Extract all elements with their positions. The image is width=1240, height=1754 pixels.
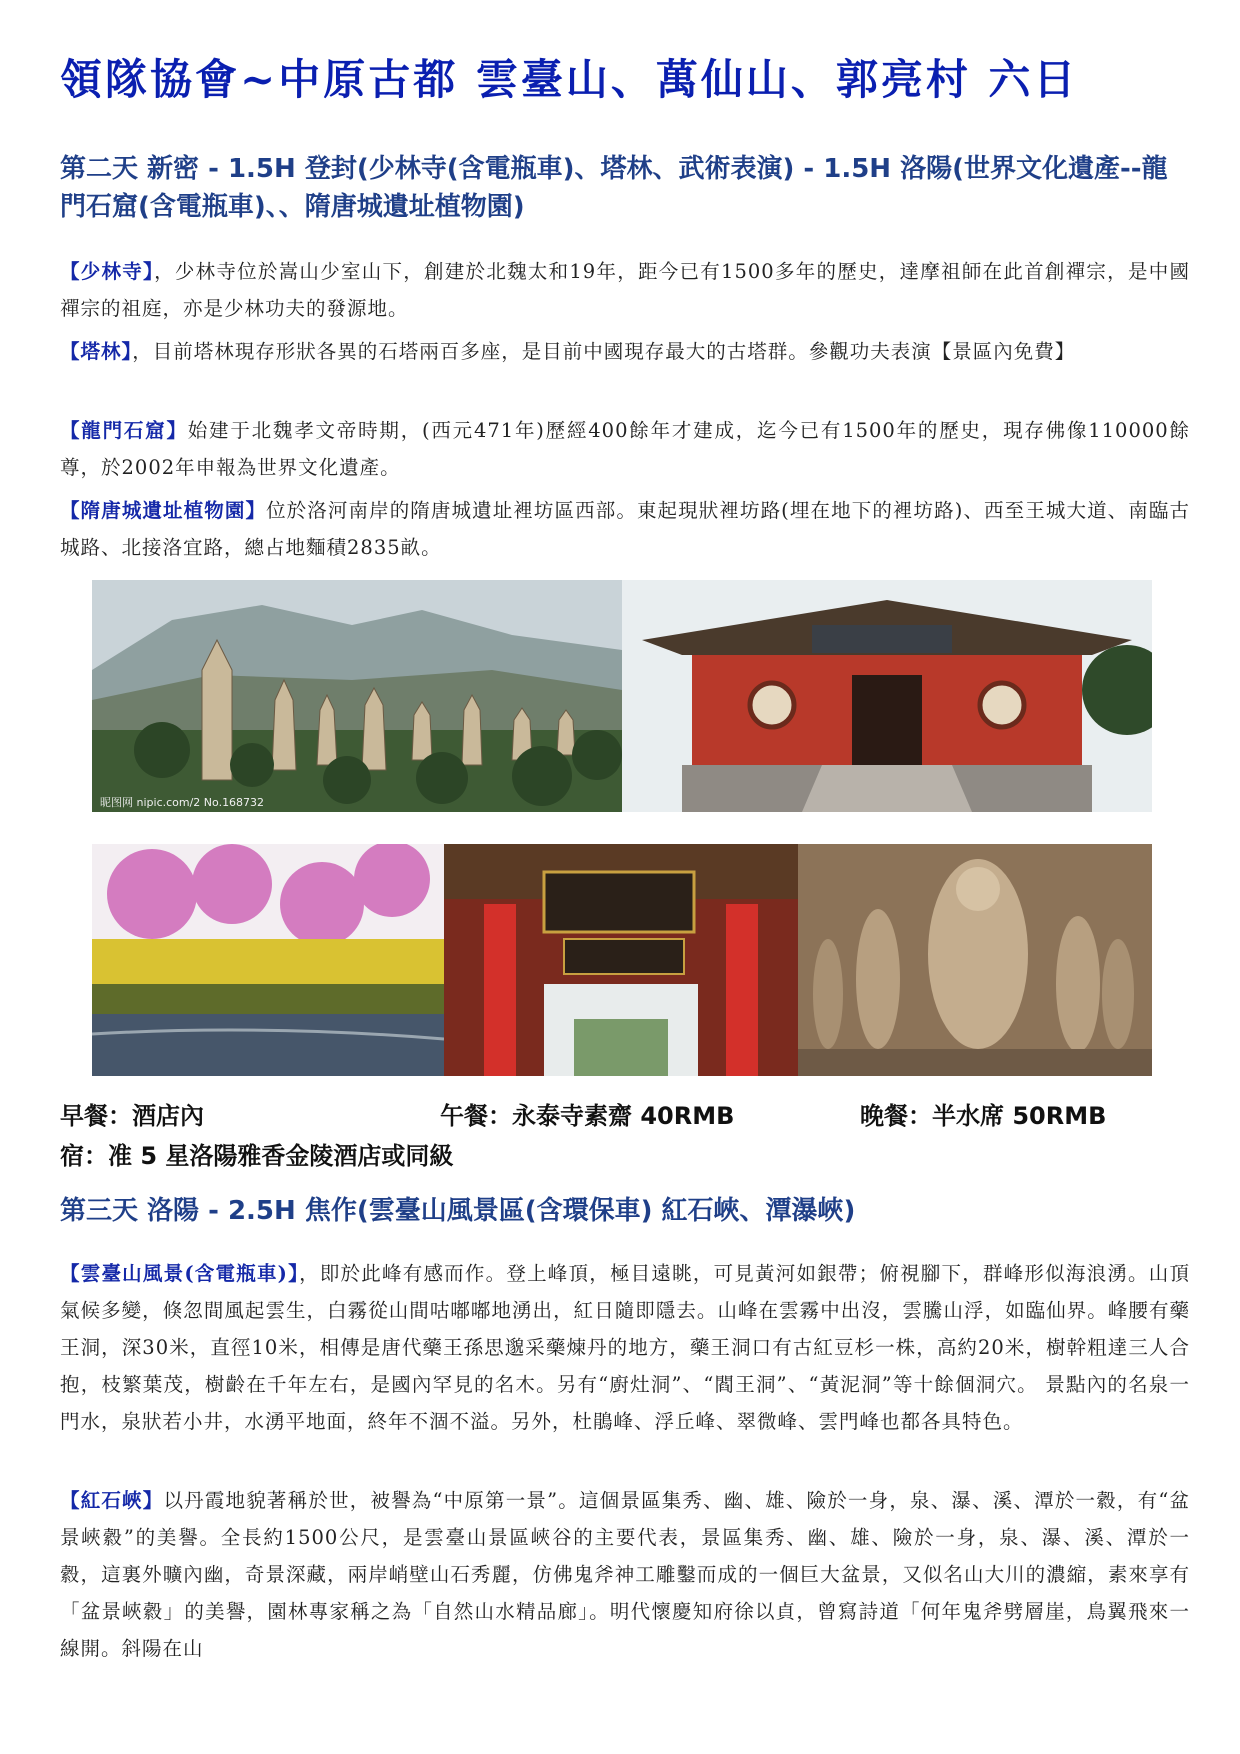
- shaolin-gate-photo: [622, 580, 1152, 812]
- longmen-paragraph: [60, 412, 1190, 486]
- talin-paragraph: [60, 333, 1190, 370]
- longmen-text: 始建于北魏孝文帝時期，(西元471年)歷經400餘年才建成，迄今已有1500年的歷史，現存佛像110000餘尊，於2002年申報為世界文化遺產。: [60, 419, 1190, 479]
- suitang-text: 位於洛河南岸的隋唐城遺址裡坊區西部。東起現狀裡坊路(埋在地下的裡坊路)、西至王城大道、南臨古城路、北接洛宜路，總占地麵積2835畝。: [60, 499, 1190, 559]
- yuntai-paragraph: [60, 1255, 1190, 1440]
- hongshixia-tag: 【紅石峽】: [60, 1489, 164, 1512]
- day3-heading: 第三天 洛陽 - 2.5H 焦作(雲臺山風景區(含環保車) 紅石峽、潭瀑峽): [60, 1196, 856, 1226]
- temple-gate-photo: [444, 844, 798, 1076]
- hotel-label: 宿：准 5 星洛陽雅香金陵酒店或同級: [60, 1142, 454, 1170]
- longmen-grottoes-photo: [798, 844, 1152, 1076]
- hotel-row: [60, 1136, 1190, 1176]
- meals-row: [60, 1096, 1190, 1136]
- day2-heading: 第二天 新密 - 1.5H 登封(少林寺(含電瓶車)、塔林、武術表演) - 1.5H 洛陽(世界文化遺產--龍門石窟(含電瓶車)、、隋唐城遺址植物園): [60, 154, 1168, 222]
- shaolin-tag: 【少林寺】: [60, 260, 155, 283]
- pagoda-forest-photo: [92, 580, 622, 812]
- meals-block: [60, 1096, 1190, 1176]
- longmen-tag: 【龍門石窟】: [60, 419, 188, 442]
- botanical-garden-photo: [92, 844, 444, 1076]
- photo-watermark: 昵图网 nipic.com/2 No.168732: [100, 796, 265, 809]
- talin-tag: 【塔林】: [60, 340, 133, 363]
- breakfast-label: 早餐：酒店內: [60, 1102, 204, 1130]
- dinner-label: 晚餐：半水席 50RMB: [860, 1102, 1107, 1130]
- hongshixia-paragraph: [60, 1482, 1190, 1667]
- hongshixia-text: 以丹霞地貌著稱於世，被譽為“中原第一景”。這個景區集秀、幽、雄、險於一身，泉、瀑、溪、潭於一縠，有“盆景峽縠”的美譽。全長約1500公尺，是雲臺山景區峽谷的主要代表，景區集秀、幽、雄、險於一身，泉、瀑、溪、潭於一縠，這裏外曠內幽，奇景深藏，兩岸峭壁山石秀麗，仿佛鬼斧神工雕鑿而成的一個巨大盆景，又似名山大川的濃縮，素來享有「盆景峽縠」的美譽，園林專家稱之為「自然山水精品廊」。明代懷慶知府徐以貞，曾寫詩道「何年鬼斧劈層崖，鳥翼飛來一線開。斜陽在山: [60, 1489, 1190, 1660]
- page-title: 領隊協會~中原古都 雲臺山、萬仙山、郭亮村 六日: [60, 55, 1079, 104]
- shaolin-paragraph: [60, 253, 1190, 327]
- talin-text: ，目前塔林現存形狀各異的石塔兩百多座，是目前中國現存最大的古塔群。參觀功夫表演【景區內免費】: [132, 340, 1076, 363]
- suitang-tag: 【隋唐城遺址植物園】: [60, 499, 267, 522]
- suitang-paragraph: [60, 492, 1190, 566]
- yuntai-tag: 【雲臺山風景(含電瓶車)】: [60, 1262, 300, 1285]
- lunch-label: 午餐：永泰寺素齋 40RMB: [440, 1102, 735, 1130]
- yuntai-text: ，即於此峰有感而作。登上峰頂，極目遠眺，可見黃河如銀帶；俯視腳下，群峰形似海浪湧。山頂氣候多變，倏忽間風起雲生，白霧從山間咕嘟嘟地湧出，紅日隨即隱去。山峰在雲霧中出沒，雲騰山浮，如臨仙界。峰腰有藥王洞，深30米，直徑10米，相傳是唐代藥王孫思邈采藥煉丹的地方，藥王洞口有古紅豆杉一株，高約20米，樹幹粗達三人合抱，枝繁葉茂，樹齡在千年左右，是國內罕見的名木。另有“廚灶洞”、“閻王洞”、“黃泥洞”等十餘個洞穴。 景點內的名泉一門水，泉狀若小井，水湧平地面，終年不涸不溢。另外，杜鵑峰、浮丘峰、翠微峰、雲門峰也都各具特色。: [60, 1262, 1190, 1433]
- shaolin-text: ，少林寺位於嵩山少室山下，創建於北魏太和19年，距今已有1500多年的歷史，達摩祖師在此首創禪宗，是中國禪宗的祖庭，亦是少林功夫的發源地。: [60, 260, 1190, 320]
